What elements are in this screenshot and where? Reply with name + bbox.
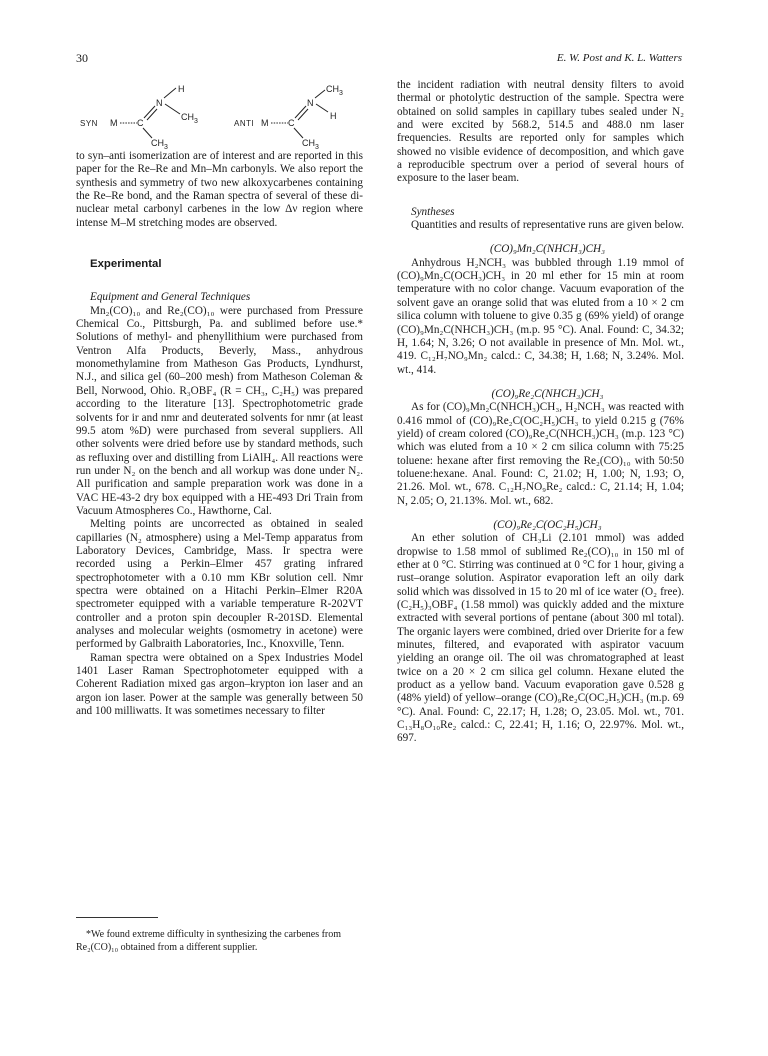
syn-n-methyl-group: $CH_3$	[181, 112, 198, 125]
syn-c-n-bond-b	[147, 109, 157, 120]
anti-label: ANTI	[234, 119, 255, 128]
syn-c-n-bond-a	[144, 106, 155, 118]
syn-anti-structures	[82, 82, 372, 152]
running-header-authors: E. W. Post and K. L. Watters	[556, 52, 682, 64]
intro-paragraph: to syn–anti isomerization are of interest and are reported in this paper for the Re–Re and Mn–Mn carbonyls. We also report the synthesis and symmetry of two new alkoxycarbenes containing the Re–Re bond, and the Raman spectra of several of these di-nuclear metal carbonyl carbenes in the low Δν region where intense M–M stretching modes are observed.	[76, 150, 363, 229]
left-column	[76, 150, 363, 718]
syn-c-methyl-group: $CH_3$	[151, 138, 168, 151]
compound-1-title: (CO)₉Mn₂C(NHCH₃)CH₃	[490, 243, 605, 256]
syntheses-intro: Quantities and results of representative runs are given below.	[411, 219, 684, 232]
syn-hydrogen: H	[178, 84, 185, 94]
syn-c-ch3-bond	[143, 128, 152, 138]
anti-hydrogen: H	[330, 111, 337, 121]
syn-label: SYN	[80, 119, 98, 128]
anti-metal-atom: M	[261, 118, 269, 128]
footnote-text: *We found extreme difficulty in synthesizing the carbenes from Re₂(CO)₁₀ obtained from a different supplier.	[76, 929, 342, 953]
anti-c-ch3-bond	[294, 128, 303, 138]
page-number: 30	[76, 51, 88, 65]
anti-carbon-atom: C	[288, 118, 295, 128]
compound-1-procedure: Anhydrous H₂NCH₃ was bubbled through 1.19 mmol of (CO)₉Mn₂C(OCH₃)CH₃ in 20 ml ether for 15 min at room temperature with no color change. Vacuum evaporation of the solvent gave an orange solid that was eluted from a 10 × 2 cm silica column with toluene to give 0.35 g (69% yield) of orange (CO)₉Mn₂C(NHCH₃)CH₃ (m.p. 95 °C). Anal. Found: C, 34.32; H, 1.64; N, 3.26; O not available in presence of Mn. Mol. wt., 419. C₁₂H₇NO₉Mn₂ calcd.: C, 34.38; H, 1.68; N, 3.24%. Mol. wt., 414.	[397, 256, 684, 376]
anti-c-n-bond-b	[298, 109, 308, 120]
anti-c-methyl-group: $CH_3$	[302, 138, 319, 151]
subsection-heading-syntheses: Syntheses	[411, 205, 455, 218]
equipment-paragraph-1: Mn₂(CO)₁₀ and Re₂(CO)₁₀ were purchased from Pressure Chemical Co., Pittsburgh, Pa. and sublimed before use.* Solutions of methyl- and phenyllithium were purchased from Ventron Alfa Products, Beverly, Mass., anhydrous monomethylamine from Matheson Gas Products, Lyndhurst, N.J., and silica gel (60–200 mesh) from Matheson Coleman & Bell, Norwood, Ohio. R₃OBF₄ (R = CH₃, C₂H₅) was prepared according to the literature [13]. Spectrophotometric grade solvents for ir and nmr and deuterated solvents for nmr (at least 99.5 atom %D) were purchased from several suppliers. All other solvents were dried before use by standard methods, such as refluxing over and distilling from LiAlH₄. All reactions were run under N₂ on the bench and all workup was done under N₂. All purification and sample preparation work was done in a VAC HE-43-2 dry box equipped with a HE-493 Dri Train from Vacuum Atmospheres Co., Hawthorne, Cal.	[76, 304, 363, 517]
compound-2-title: (CO)₉Re₂C(NHCH₃)CH₃	[491, 387, 604, 400]
syn-n-ch3-bond	[165, 104, 180, 114]
anti-nitrogen-atom: N	[307, 98, 314, 108]
footnote-rule	[76, 917, 158, 918]
compound-2-procedure: As for (CO)₉Mn₂C(NHCH₃)CH₃, H₂NCH₃ was reacted with 0.416 mmol of (CO)₉Re₂C(OC₂H₅)CH₃ to yield 0.215 g (76% yield) of cream colored (CO)₉Re₂C(NHCH₃)CH₃ (m.p. 123 °C) which was eluted from a 10 × 2 cm silica column with 75:25 toluene: hexane after first removing the Re₂(CO)₁₀ with 50:50 toluene:hexane. Anal. Found: C, 21.02; H, 1.00; N, 1.93; O, 21.26. Mol. wt., 678. C₁₂H₇NO₉Re₂ calcd.: C, 21.14; H, 1.04; N, 2.05; O, 21.13%. Mol. wt., 682.	[397, 401, 684, 507]
syn-nitrogen-atom: N	[156, 98, 163, 108]
equipment-paragraph-2: Melting points are uncorrected as obtained in sealed capillaries (N₂ atmosphere) using a Mel-Temp apparatus from Laboratory Devices, Cambridge, Mass. Ir spectra were recorded using a Perkin–Elmer 457 grating infrared spectrophotometer with a 0.10 mm KBr solution cell. Nmr spectra were obtained on a Hitachi Perkin–Elmer R20A spectrometer equipped with a variable temperature R-202VT controller and a proton spin decoupler R-201SD. Elemental analyses and molecular weights (osmometry in acetone) were performed by Galbraith Laboratories, Inc., Knoxville, Tenn.	[76, 518, 363, 651]
anti-n-h-bond	[316, 104, 328, 112]
section-heading-experimental: Experimental	[90, 258, 162, 271]
anti-n-methyl-group: $CH_3$	[326, 84, 343, 97]
footnote	[76, 928, 363, 954]
anti-n-ch3-bond	[315, 90, 325, 98]
compound-3-title: (CO)₉Re₂C(OC₂H₅)CH₃	[493, 518, 602, 531]
equipment-paragraph-3: Raman spectra were obtained on a Spex Industries Model 1401 Laser Raman Spectrophotometer equipped with a Coherent Radiation mixed gas argon–krypton ion laser and an argon ion laser. Power at the sample was generally between 50 and 100 milliwatts. It was sometimes necessary to filter	[76, 651, 363, 718]
syn-carbon-atom: C	[137, 118, 144, 128]
subsection-heading-equipment: Equipment and General Techniques	[90, 291, 251, 304]
compound-3-procedure: An ether solution of CH₃Li (2.101 mmol) was added dropwise to 1.58 mmol of sublimed Re₂(CO)₁₀ in 150 ml of ether at 0 °C. Stirring was continued at 0 °C for 1 hour, giving a rust–orange solution. Aspirator evaporation left an oily dark solid which was dissolved in 15 to 20 ml of ice water (O₂ free). (C₂H₅)₃OBF₄ (1.58 mmol) was quickly added and the mixture extracted with several portions of pentane (about 300 ml total). The organic layers were combined, dried over Drierite for a few minutes, filtered, and evaporated with aspirator vacuum yielding an orange oil. The oil was chromatographed at least twice on a 20 × 2 cm silica gel column. Hexane eluted the product as a yellow band. Vacuum evaporation gave 0.528 g (48% yield) of yellow–orange (CO)₉Re₂C(OC₂H₅)CH₃ (m.p. 69 °C). Anal. Found: C, 22.17; H, 1.28; O, 23.05. Mol. wt., 701. C₁₃H₈O₁₀Re₂ calcd.: C, 22.41; H, 1.16; O, 22.97%. Mol. wt., 697.	[397, 532, 684, 745]
syn-n-h-bond	[164, 88, 176, 98]
anti-c-n-bond-a	[295, 106, 306, 118]
continued-paragraph: the incident radiation with neutral density filters to avoid thermal or photolytic destruction of the sample. Spectra were obtained on solid samples in capillary tubes sealed under N₂ and were excited by 568.2, 514.5 and 488.0 nm laser frequencies. Results are reported only for samples which showed no visible evidence of decomposition, and which gave a reproducible spectrum over a period of several hours of exposure to the laser beam.	[397, 79, 684, 185]
right-column	[397, 79, 684, 746]
syn-metal-atom: M	[110, 118, 118, 128]
